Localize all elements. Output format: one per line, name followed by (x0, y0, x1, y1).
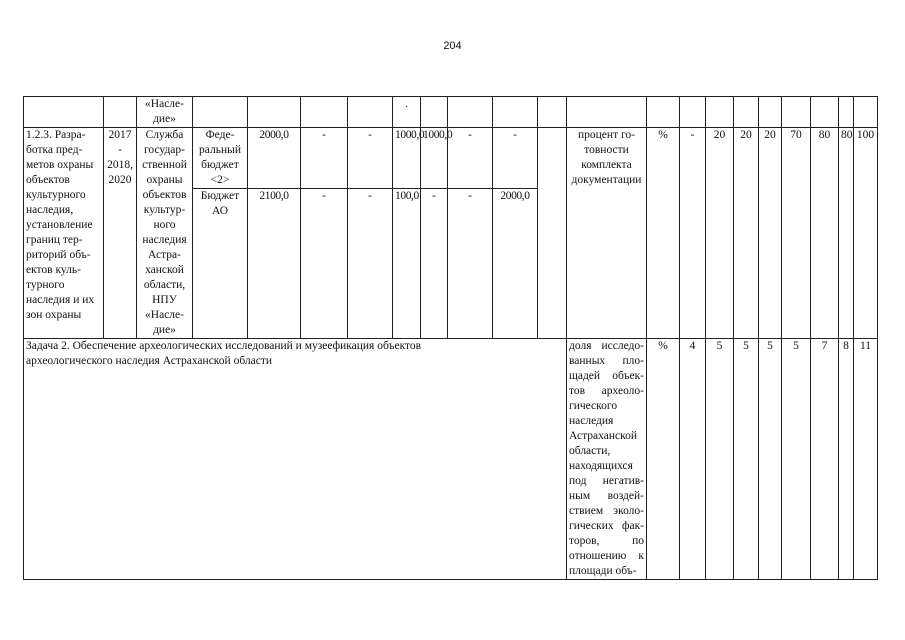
funding-source-cell: Бюджет АО (193, 189, 248, 339)
target-cell: 5 (759, 339, 782, 580)
dot-cell: . (393, 97, 421, 128)
value-cell: - (301, 189, 348, 339)
cell-empty (759, 97, 782, 128)
measure-name-cell: 1.2.3. Разра- ботка пред- метов охраны объектов культурного наследия, установление границ тер- риторий объ- ектов куль- турного наследия и их зон охраны (24, 128, 104, 339)
cell-empty (193, 97, 248, 128)
value-cell: - (448, 128, 493, 189)
value-cell: 1000,0 (393, 128, 421, 189)
value-cell: 2000,0 (493, 189, 538, 339)
unit-cell: % (647, 339, 680, 580)
cell-empty (348, 97, 393, 128)
cell-empty (647, 97, 680, 128)
unit-cell: % (647, 128, 680, 339)
target-cell: 8 (839, 339, 854, 580)
cell-empty (680, 97, 706, 128)
target-cell: 80 (811, 128, 839, 339)
target-cell: 100 (854, 128, 878, 339)
cell-empty (493, 97, 538, 128)
target-cell: - (680, 128, 706, 339)
table-row (24, 339, 878, 580)
target-cell: 7 (811, 339, 839, 580)
indicator-cell: доля исследо-ванных пло-щадей объек-тов археоло-гического наследия Астраханской области, находящихся под негатив-ным воздей-ствием эколо-гических фак-торов, по отношению к площади объ- (567, 339, 647, 580)
task-heading-cell: Задача 2. Обеспечение археологических исследований и музеефикация объектов археологического наследия Астраханской области (24, 339, 567, 580)
target-cell: 5 (734, 339, 759, 580)
years-cell: 2017 - 2018, 2020 (104, 128, 137, 339)
executor-continuation-cell: «Насле- дие» (137, 97, 193, 128)
value-cell: 100,0 (393, 189, 421, 339)
cell-empty (301, 97, 348, 128)
cell-empty (448, 97, 493, 128)
cell-empty (782, 97, 811, 128)
cell-empty (104, 97, 137, 128)
cell-empty (811, 97, 839, 128)
cell-empty (538, 128, 567, 339)
target-cell: 11 (854, 339, 878, 580)
target-cell: 4 (680, 339, 706, 580)
cell-empty (538, 97, 567, 128)
page-number: 204 (443, 40, 462, 52)
cell-empty (839, 97, 854, 128)
value-cell: 1000,0 (421, 128, 448, 189)
target-cell: 80 (839, 128, 854, 339)
target-cell: 20 (759, 128, 782, 339)
value-cell: - (301, 128, 348, 189)
cell-empty (248, 97, 301, 128)
value-cell: - (448, 189, 493, 339)
cell-empty (24, 97, 104, 128)
value-cell: - (493, 128, 538, 189)
indicator-cell: процент го- товности комплекта документации (567, 128, 647, 339)
value-cell: - (348, 189, 393, 339)
target-cell: 20 (734, 128, 759, 339)
value-cell: 2100,0 (248, 189, 301, 339)
funding-source-cell: Феде- ральный бюджет <2> (193, 128, 248, 189)
table-row (24, 128, 878, 189)
target-cell: 5 (782, 339, 811, 580)
value-cell: - (348, 128, 393, 189)
target-cell: 5 (706, 339, 734, 580)
value-cell: - (421, 189, 448, 339)
program-table (23, 96, 878, 580)
cell-empty (421, 97, 448, 128)
target-cell: 70 (782, 128, 811, 339)
cell-empty (567, 97, 647, 128)
executor-cell: Служба государ- ственной охраны объектов культур- ного наследия Астра- ханской области, НПУ «Насле- дие» (137, 128, 193, 339)
cell-empty (854, 97, 878, 128)
target-cell: 20 (706, 128, 734, 339)
table-row (24, 97, 878, 128)
cell-empty (706, 97, 734, 128)
cell-empty (734, 97, 759, 128)
value-cell: 2000,0 (248, 128, 301, 189)
